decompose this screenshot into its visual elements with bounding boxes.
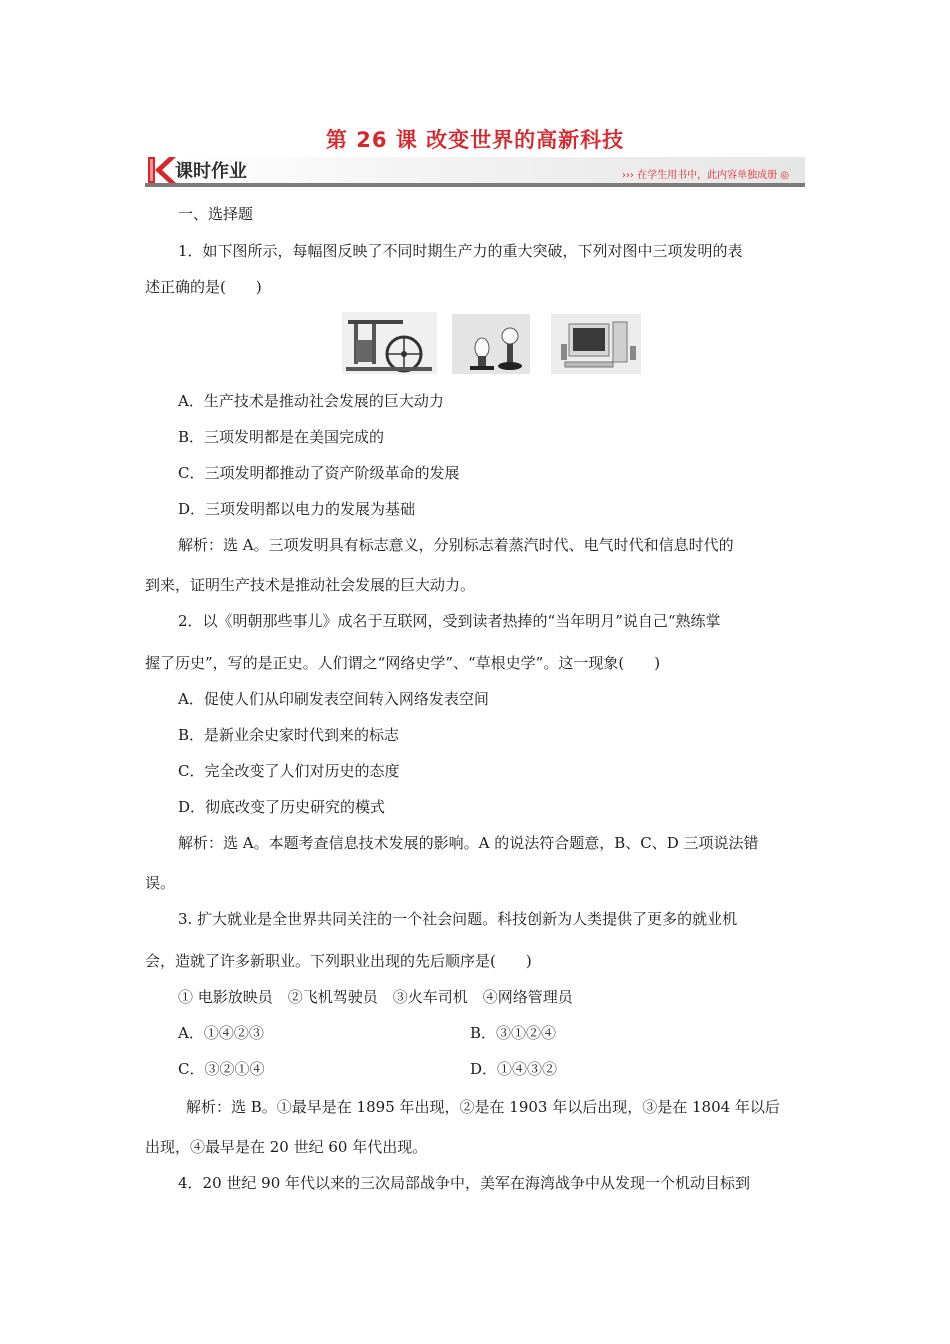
q1-stem-line-2: 述正确的是( ) [145, 278, 262, 296]
computer-image [551, 314, 641, 374]
q3-option-a: A．①④②③ [178, 1024, 264, 1042]
q1-option-b: B．三项发明都是在美国完成的 [178, 428, 385, 446]
section-heading: 一、选择题 [178, 205, 254, 223]
q1-option-a: A．生产技术是推动社会发展的巨大动力 [178, 392, 444, 410]
q3-stem-line-1: 3. 扩大就业是全世界共同关注的一个社会问题。科技创新为人类提供了更多的就业机 [178, 910, 738, 928]
banner-note: ››› 在学生用书中，此内容单独成册 ◎ [621, 170, 789, 181]
q2-option-a: A．促使人们从印刷发表空间转入网络发表空间 [178, 690, 489, 708]
q1-analysis-line-2: 到来，证明生产技术是推动社会发展的巨大动力。 [145, 576, 476, 594]
q4-stem-line-1: 4．20 世纪 90 年代以来的三次局部战争中，美军在海湾战争中从发现一个机动目标到 [178, 1174, 751, 1192]
page-title: 第 26 课 改变世界的高新科技 [325, 128, 625, 152]
q2-stem-line-1: 2．以《明朝那些事儿》成名于互联网，受到读者热捧的“当年明月”说自己“熟练掌 [178, 612, 721, 630]
banner-label: 课时作业 [175, 161, 247, 182]
q2-analysis-line-2: 误。 [145, 874, 176, 892]
q2-option-c: C．完全改变了人们对历史的态度 [178, 762, 400, 780]
q1-stem-line-1: 1．如下图所示，每幅图反映了不同时期生产力的重大突破，下列对图中三项发明的表 [178, 242, 743, 260]
q3-option-c: C．③②①④ [178, 1060, 265, 1078]
q3-stem-line-2: 会，造就了许多新职业。下列职业出现的先后顺序是( ) [145, 952, 532, 970]
q1-option-d: D．三项发明都以电力的发展为基础 [178, 500, 416, 518]
q3-items: ① 电影放映员 ②飞机驾驶员 ③火车司机 ④网络管理员 [178, 988, 573, 1006]
q3-analysis-line-1: 解析：选 B。①最早是在 1895 年出现，②是在 1903 年以后出现，③是在 1804 年以后 [186, 1098, 780, 1116]
q1-analysis-line-1: 解析：选 A。三项发明具有标志意义，分别标志着蒸汽时代、电气时代和信息时代的 [178, 536, 734, 554]
homework-banner [145, 155, 805, 189]
q3-option-b: B．③①②④ [470, 1024, 557, 1042]
q1-option-c: C．三项发明都推动了资产阶级革命的发展 [178, 464, 460, 482]
light-bulb-image [452, 314, 530, 374]
q2-stem-line-2: 握了历史”，写的是正史。人们谓之“网络史学”、“草根史学”。这一现象( ) [145, 654, 661, 672]
steam-engine-image [342, 312, 437, 374]
q2-option-b: B．是新业余史家时代到来的标志 [178, 726, 400, 744]
q2-option-d: D．彻底改变了历史研究的模式 [178, 798, 386, 816]
q3-option-d: D．①④③② [470, 1060, 558, 1078]
q3-analysis-line-2: 出现，④最早是在 20 世纪 60 年代出现。 [145, 1138, 428, 1156]
k-logo-icon [145, 155, 177, 185]
q2-analysis-line-1: 解析：选 A。本题考查信息技术发展的影响。A 的说法符合题意，B、C、D 三项说法错 [178, 834, 759, 852]
banner-underline [145, 183, 805, 187]
